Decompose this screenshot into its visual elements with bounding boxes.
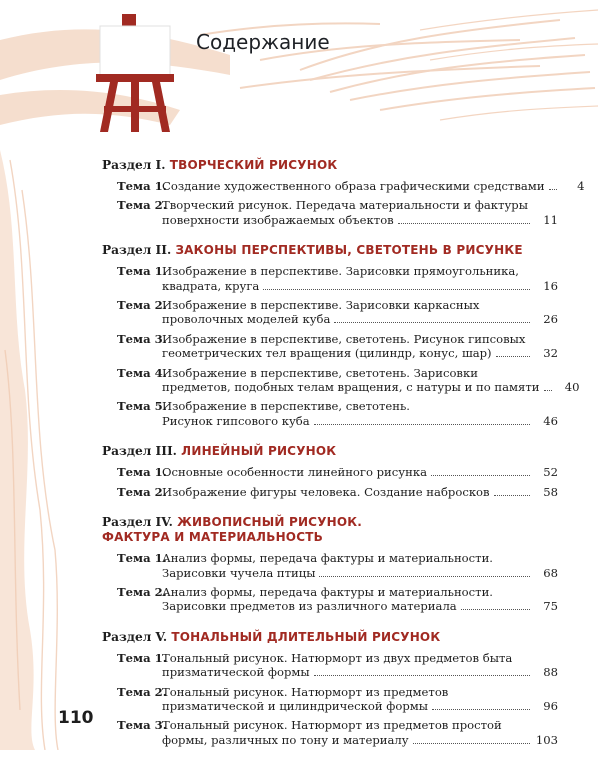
section-heading xyxy=(102,243,558,258)
toc-section xyxy=(102,630,558,747)
toc-entry xyxy=(102,651,558,680)
page-number: 110 xyxy=(58,708,94,728)
entry-text: Анализ формы, передача фактуры и материальности. xyxy=(162,551,493,566)
theme-label: Тема 2. xyxy=(117,198,167,213)
section-label: Раздел III. xyxy=(102,444,177,459)
page-ref: 11 xyxy=(543,212,558,227)
dot-leader xyxy=(461,609,530,610)
entry-text: Рисунок гипсового куба xyxy=(162,413,310,428)
dot-leader xyxy=(263,289,530,290)
theme-label: Тема 1. xyxy=(117,650,167,665)
page-ref: 26 xyxy=(543,312,558,327)
entry-text: Создание художественного образа графическими средствами xyxy=(162,179,545,193)
toc-entry xyxy=(102,485,558,499)
section-label: Раздел I. xyxy=(102,158,166,172)
page-ref: 68 xyxy=(543,565,558,580)
entry-text: Изображение в перспективе, светотень. Рисунок гипсовых xyxy=(162,331,526,346)
page-ref: 4 xyxy=(577,179,585,193)
page-ref: 52 xyxy=(543,465,558,480)
page-ref: 58 xyxy=(543,484,558,499)
entry-text: Изображение в перспективе, светотень. Зарисовки xyxy=(162,365,478,380)
page-ref: 32 xyxy=(543,346,558,361)
toc-section xyxy=(102,444,558,499)
section-title: ЗАКОНЫ ПЕРСПЕКТИВЫ, СВЕТОТЕНЬ В РИСУНКЕ xyxy=(175,243,523,258)
toc-entry xyxy=(102,365,580,395)
entry-text: поверхности изображаемых объектов xyxy=(162,212,394,227)
entry-text: Тональный рисунок. Натюрморт из двух предметов быта xyxy=(162,650,513,665)
easel-icon xyxy=(92,14,178,132)
section-title: ЛИНЕЙНЫЙ РИСУНОК xyxy=(181,444,337,459)
section-title: ФАКТУРА И МАТЕРИАЛЬНОСТЬ xyxy=(102,530,323,545)
toc-entry xyxy=(102,179,585,193)
entry-text: призматической и цилиндрической формы xyxy=(162,698,429,713)
entry-text: Тональный рисунок. Натюрморт из предметов xyxy=(162,684,449,699)
entry-text: формы, различных по тону и материалу xyxy=(162,732,409,747)
dot-leader xyxy=(413,743,530,744)
theme-label: Тема 4. xyxy=(117,365,167,380)
entry-text: Изображение фигуры человека. Создание набросков xyxy=(162,484,490,499)
toc-entry xyxy=(102,551,558,580)
entry-text: Анализ формы, передача фактуры и материальности. xyxy=(162,584,493,599)
dot-leader xyxy=(398,223,530,224)
toc-entry xyxy=(102,399,558,428)
toc-section xyxy=(102,515,558,614)
page-ref: 40 xyxy=(564,380,580,395)
toc-section xyxy=(102,158,585,227)
dot-leader xyxy=(494,495,530,496)
section-heading xyxy=(102,444,558,459)
dot-leader xyxy=(431,475,530,476)
entry-text: Зарисовки предметов из различного материала xyxy=(162,599,457,614)
theme-label: Тема 2. xyxy=(117,684,167,699)
page-ref: 16 xyxy=(543,278,558,293)
theme-label: Тема 2. xyxy=(117,584,167,599)
dot-leader xyxy=(314,675,530,676)
page-ref: 75 xyxy=(543,599,558,614)
section-title: ТОНАЛЬНЫЙ ДЛИТЕЛЬНЫЙ РИСУНОК xyxy=(171,629,441,644)
toc-entry xyxy=(102,465,558,479)
theme-label: Тема 1. xyxy=(117,551,167,566)
page-ref: 46 xyxy=(543,413,558,428)
toc-entry xyxy=(102,264,558,293)
section-title: ЖИВОПИСНЫЙ РИСУНОК. xyxy=(177,515,363,530)
entry-text: геометрических тел вращения (цилиндр, конус, шар) xyxy=(162,346,492,361)
entry-text: квадрата, круга xyxy=(162,278,260,293)
entry-text: призматической формы xyxy=(162,665,310,680)
dot-leader xyxy=(432,709,530,710)
theme-label: Тема 1. xyxy=(117,179,167,193)
brush-stroke-background xyxy=(0,0,600,150)
entry-text: Изображение в перспективе. Зарисовки каркасных xyxy=(162,298,480,313)
section-heading xyxy=(102,630,558,645)
dot-leader xyxy=(319,576,530,577)
dot-leader xyxy=(314,424,530,425)
entry-text: Основные особенности линейного рисунка xyxy=(162,465,427,480)
page-ref: 103 xyxy=(535,732,558,747)
page-title: Содержание xyxy=(196,30,330,54)
dot-leader xyxy=(334,322,530,323)
toc-entry xyxy=(102,585,558,614)
theme-label: Тема 3. xyxy=(117,718,167,733)
page-ref: 96 xyxy=(543,698,558,713)
entry-text: Изображение в перспективе. Зарисовки прямоугольника, xyxy=(162,264,519,279)
theme-label: Тема 3. xyxy=(117,331,167,346)
theme-label: Тема 2. xyxy=(117,484,167,499)
entry-text: Зарисовки чучела птицы xyxy=(162,565,316,580)
theme-label: Тема 1. xyxy=(117,264,167,279)
toc-entry xyxy=(102,685,558,714)
theme-label: Тема 1. xyxy=(117,465,167,480)
section-label: Раздел IV. xyxy=(102,515,173,530)
entry-text: предметов, подобных телам вращения, с натуры и по памяти xyxy=(162,380,540,395)
entry-text: проволочных моделей куба xyxy=(162,312,331,327)
brush-stroke-left xyxy=(0,150,90,750)
section-title: ТВОРЧЕСКИЙ РИСУНОК xyxy=(169,158,338,172)
table-of-contents xyxy=(102,158,585,763)
toc-entry xyxy=(102,198,558,227)
theme-label: Тема 2. xyxy=(117,298,167,313)
theme-label: Тема 5. xyxy=(117,399,167,414)
toc-section xyxy=(102,243,580,428)
entry-text: Тональный рисунок. Натюрморт из предметов простой xyxy=(162,718,502,733)
section-label: Раздел II. xyxy=(102,243,172,258)
dot-leader xyxy=(496,356,530,357)
dot-leader xyxy=(544,390,552,391)
toc-entry xyxy=(102,332,558,361)
entry-text: Творческий рисунок. Передача материальности и фактуры xyxy=(162,198,528,213)
section-heading xyxy=(102,515,558,545)
toc-entry xyxy=(102,718,558,747)
entry-text: Изображение в перспективе, светотень. xyxy=(162,399,410,414)
dot-leader xyxy=(549,189,557,190)
section-heading xyxy=(102,158,558,173)
section-label: Раздел V. xyxy=(102,629,168,644)
toc-entry xyxy=(102,298,558,327)
page-ref: 88 xyxy=(543,665,558,680)
